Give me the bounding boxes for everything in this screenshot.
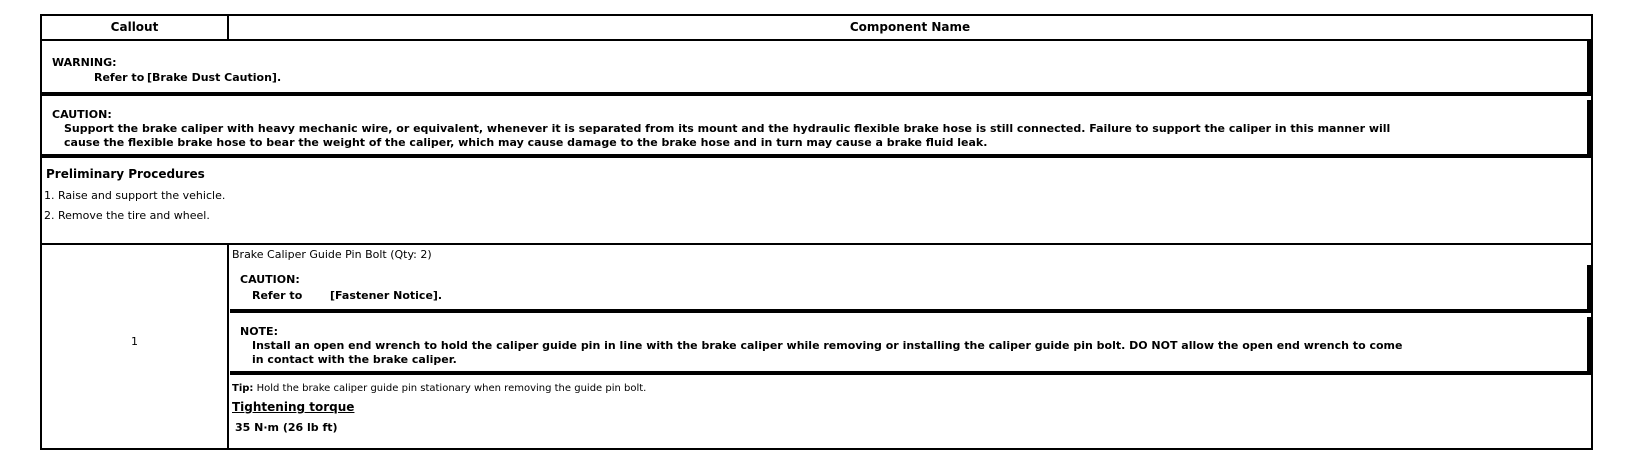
torque-value: 35 N·m (26 lb ft) xyxy=(235,421,338,434)
item-row xyxy=(42,243,1591,448)
item-caution-refer: Refer to xyxy=(252,289,303,302)
preliminary-step-1: 1. Raise and support the vehicle. xyxy=(44,189,226,202)
preliminary-title: Preliminary Procedures xyxy=(46,167,205,181)
component-name-header: Component Name xyxy=(849,20,971,34)
warning-box xyxy=(42,41,1591,96)
procedure-table xyxy=(40,14,1593,450)
item-caution-title: CAUTION: xyxy=(240,273,300,286)
tip-label: Tip: xyxy=(232,383,254,394)
preliminary-section xyxy=(42,163,1591,243)
warning-link[interactable]: [Brake Dust Caution]. xyxy=(147,71,282,84)
caution-title: CAUTION: xyxy=(52,108,112,121)
preliminary-step-2: 2. Remove the tire and wheel. xyxy=(44,209,210,222)
caution-line-2: cause the flexible brake hose to bear the weight of the caliper, which may cause damage to the brake hose and in turn may cause a brake fluid leak. xyxy=(64,136,988,149)
torque-title: Tightening torque xyxy=(232,400,355,414)
item-caution-box xyxy=(230,265,1591,313)
warning-refer: Refer to xyxy=(94,71,145,84)
item-note-box xyxy=(230,317,1591,375)
item-callout-cell xyxy=(42,245,229,448)
caution-box xyxy=(42,100,1591,158)
item-callout: 1 xyxy=(131,335,138,348)
callout-header: Callout xyxy=(42,16,229,39)
warning-title: WARNING: xyxy=(52,56,117,69)
item-note-title: NOTE: xyxy=(240,325,278,338)
item-note-line-1: Install an open end wrench to hold the caliper guide pin in line with the brake caliper while removing or installing the caliper guide pin bolt. DO NOT allow the open end wrench to come xyxy=(252,339,1403,352)
item-note-line-2: in contact with the brake caliper. xyxy=(252,353,457,366)
item-component-name: Brake Caliper Guide Pin Bolt (Qty: 2) xyxy=(232,248,432,261)
table-header xyxy=(42,16,1591,41)
item-caution-link[interactable]: [Fastener Notice]. xyxy=(330,289,443,302)
tip-text: Hold the brake caliper guide pin stationary when removing the guide pin bolt. xyxy=(256,383,647,394)
caution-line-1: Support the brake caliper with heavy mechanic wire, or equivalent, whenever it is separated from its mount and the hydraulic flexible brake hose is still connected. Failure to support the caliper in this manner will xyxy=(64,122,1391,135)
item-tip xyxy=(232,383,646,394)
